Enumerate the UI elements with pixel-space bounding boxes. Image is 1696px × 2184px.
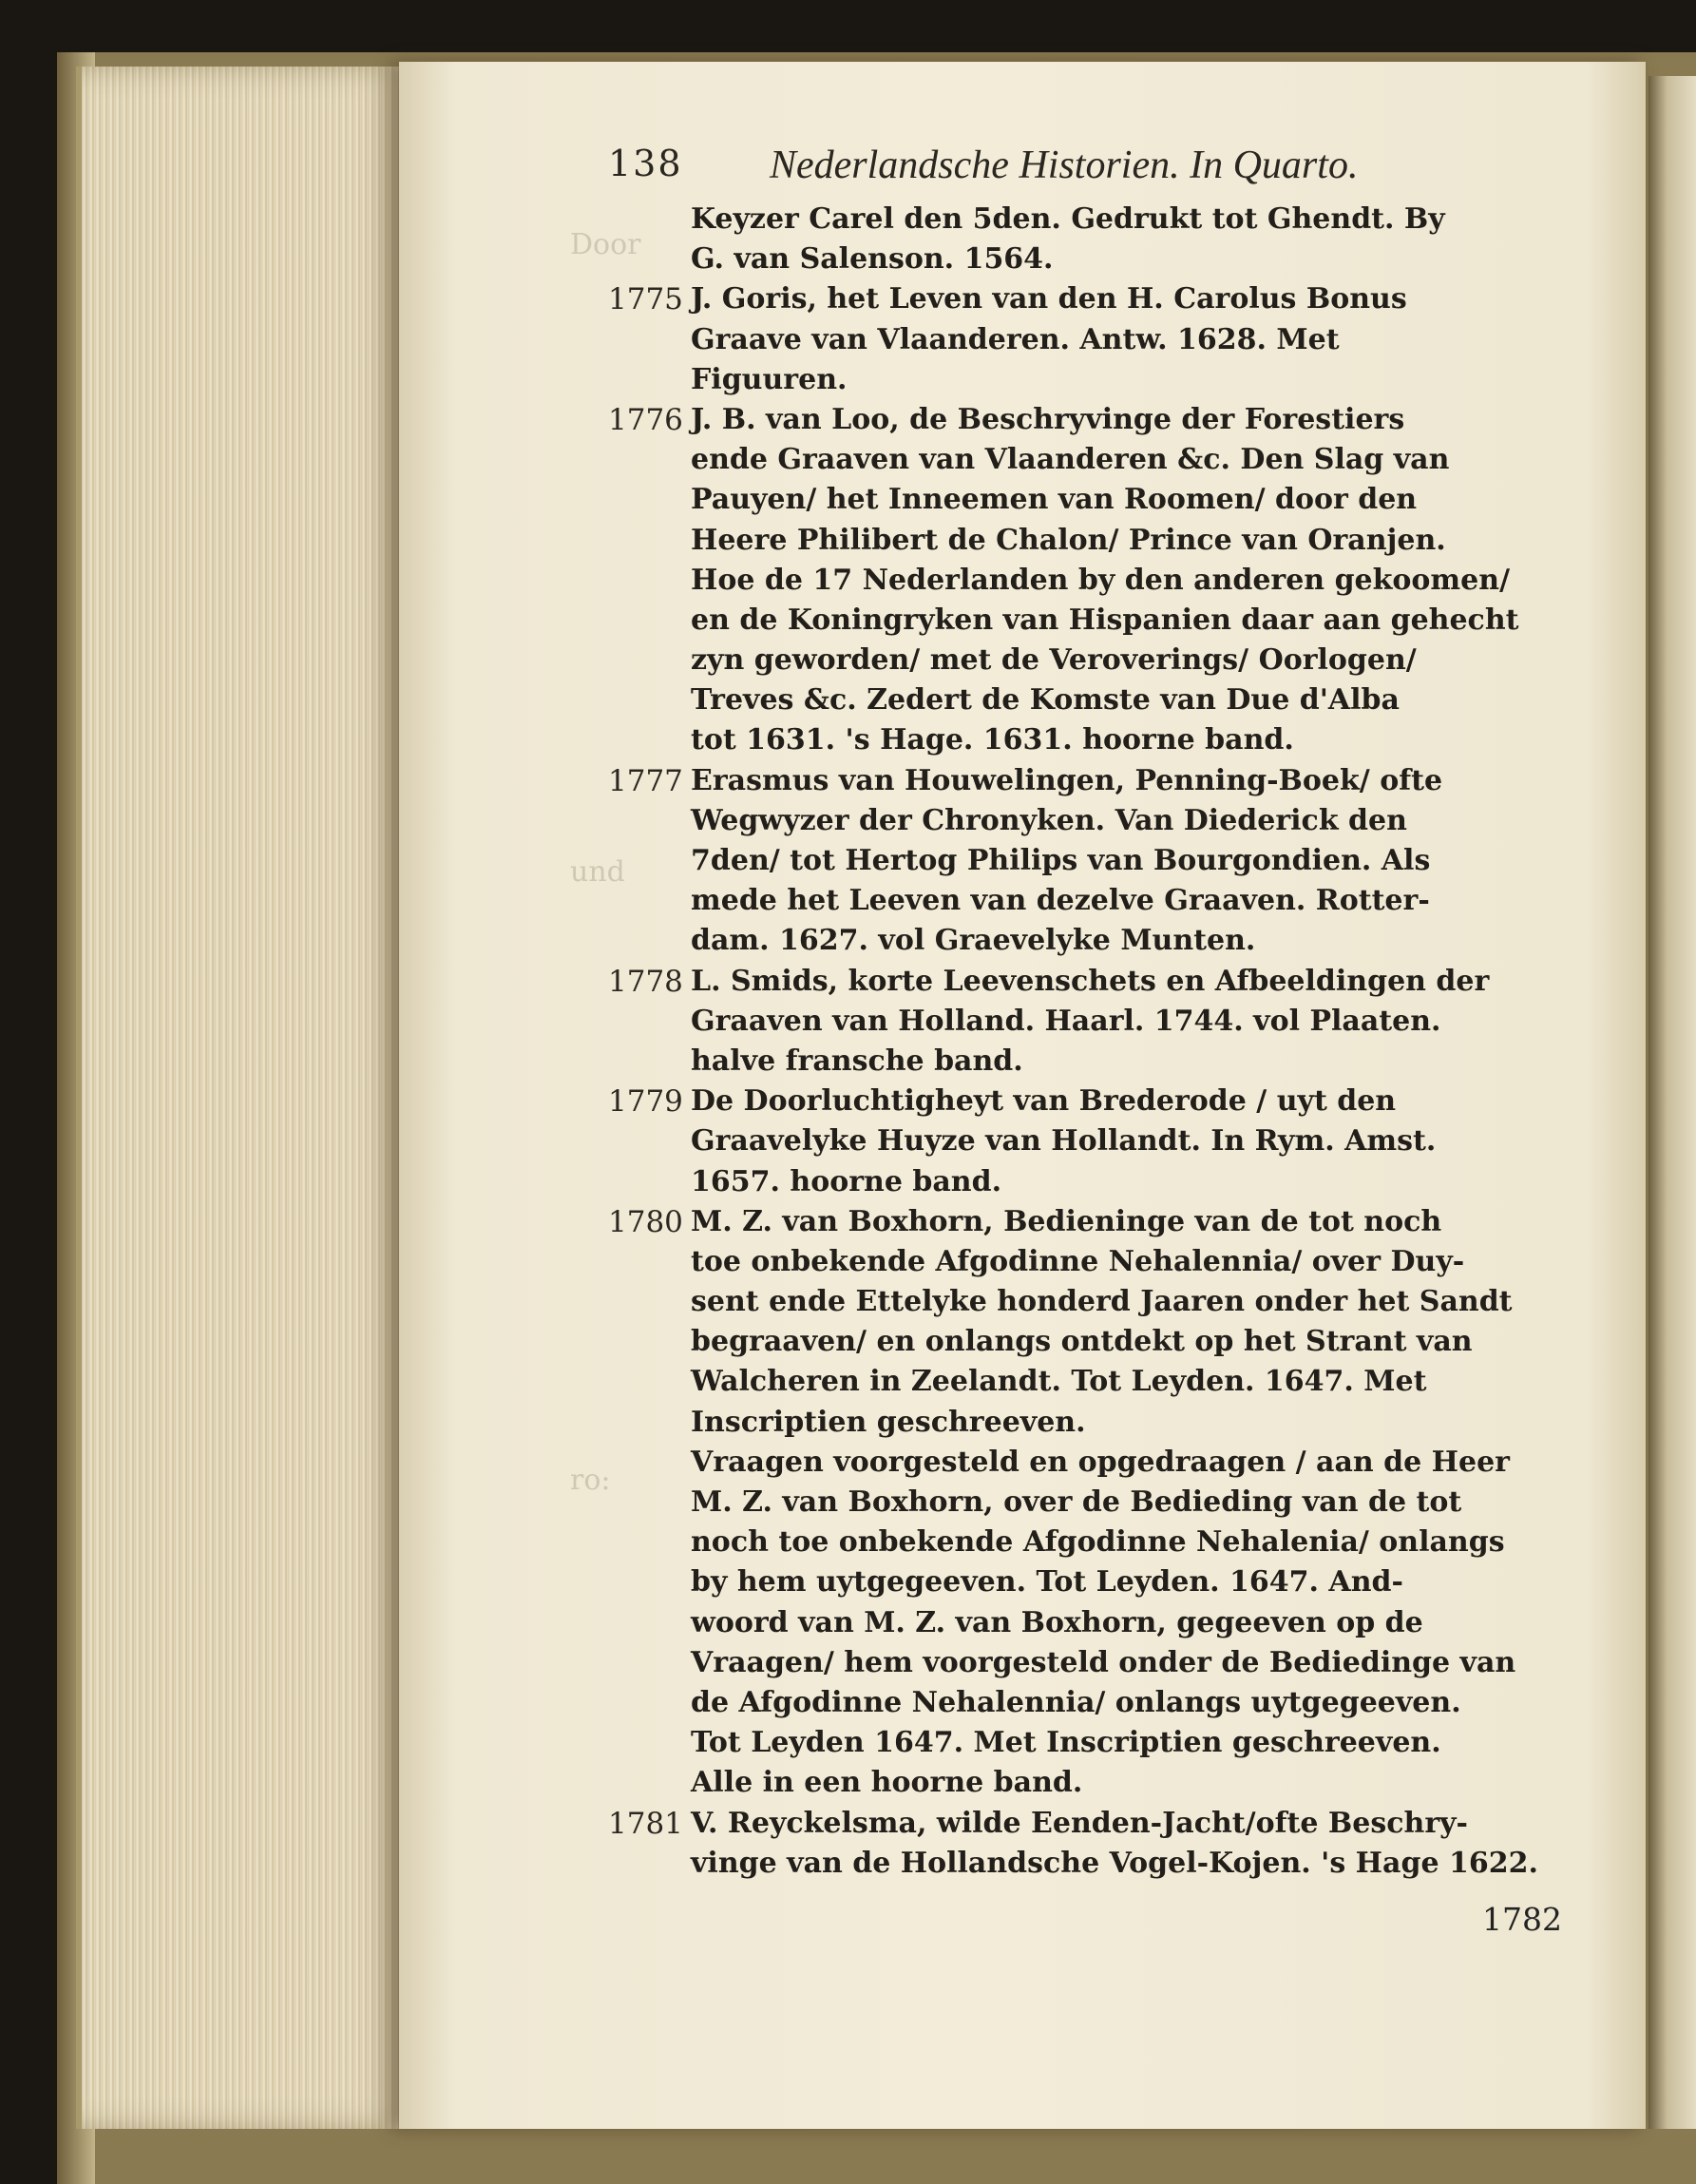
- text-line: [594, 1763, 1582, 1803]
- text-line: [594, 1483, 1582, 1523]
- entry-number: 1778: [608, 964, 683, 999]
- entry-text: J. Goris, het Leven van den H. Carolus Bonus: [691, 282, 1407, 316]
- text-line: [594, 1643, 1582, 1683]
- entry-text: Figuuren.: [691, 362, 848, 396]
- text-line: [594, 200, 1582, 239]
- entry-text: M. Z. van Boxhorn, over de Bedieding van de tot: [691, 1485, 1462, 1519]
- text-line: [594, 720, 1582, 760]
- entry-text: by hem uytgegeeven. Tot Leyden. 1647. And-: [691, 1565, 1403, 1600]
- text-line: [594, 1202, 1582, 1242]
- entry-text: toe onbekende Afgodinne Nehalennia/ over Duy-: [691, 1244, 1465, 1278]
- text-line: [594, 962, 1582, 1002]
- text-line: [594, 1683, 1582, 1723]
- entry-text: Treves &c. Zedert de Komste van Due d'Alba: [691, 683, 1400, 718]
- text-line: [594, 1443, 1582, 1483]
- text-line: [594, 881, 1582, 921]
- page-header: [608, 143, 1444, 190]
- entry-text: ende Graaven van Vlaanderen &c. Den Slag van: [691, 443, 1450, 477]
- entry-text: Graave van Vlaanderen. Antw. 1628. Met: [691, 322, 1340, 356]
- entry-text: M. Z. van Boxhorn, Bedieninge van de tot noch: [691, 1204, 1442, 1238]
- entry-text: J. B. van Loo, de Beschryvinge der Forestiers: [691, 402, 1405, 436]
- entry-text: Inscriptien geschreeven.: [691, 1405, 1086, 1439]
- entry-text: Pauyen/ het Inneemen van Roomen/ door den: [691, 483, 1418, 517]
- entry-text: V. Reyckelsma, wilde Eenden-Jacht/ofte Beschry-: [691, 1806, 1469, 1840]
- facing-page-edge: [1648, 76, 1696, 2129]
- entry-text: De Doorluchtigheyt van Brederode / uyt den: [691, 1084, 1397, 1119]
- entry-text: woord van M. Z. van Boxhorn, gegeeven op de: [691, 1605, 1423, 1639]
- entry-text: Vraagen voorgesteld en opgedraagen / aan de Heer: [691, 1445, 1510, 1479]
- text-line: [594, 1121, 1582, 1161]
- text-line: [594, 561, 1582, 601]
- entry-text: begraaven/ en onlangs ontdekt op het Strant van: [691, 1325, 1473, 1359]
- text-line: [594, 360, 1582, 400]
- entry-number: 1776: [608, 402, 683, 437]
- entry-text: Erasmus van Houwelingen, Penning-Boek/ ofte: [691, 763, 1443, 797]
- entry-text: Alle in een hoorne band.: [691, 1766, 1083, 1800]
- entry-text: halve fransche band.: [691, 1044, 1023, 1078]
- show-through-text: Door: [570, 228, 641, 261]
- text-line: [594, 1723, 1582, 1763]
- entry-text: de Afgodinne Nehalennia/ onlangs uytgegeeven.: [691, 1685, 1461, 1719]
- text-line: [594, 1844, 1582, 1884]
- text-line: [594, 239, 1582, 279]
- entry-text: Graavelyke Huyze van Hollandt. In Rym. Amst.: [691, 1124, 1437, 1159]
- entry-text: dam. 1627. vol Graevelyke Munten.: [691, 924, 1256, 958]
- text-line: [594, 521, 1582, 561]
- text-line: [594, 801, 1582, 841]
- entry-number: 1781: [608, 1806, 683, 1841]
- text-line: [594, 1162, 1582, 1202]
- text-line: [594, 1082, 1582, 1121]
- entry-text: mede het Leeven van dezelve Graaven. Rotter-: [691, 884, 1430, 918]
- entry-text: L. Smids, korte Leevenschets en Afbeeldingen der: [691, 964, 1490, 998]
- text-line: [594, 1282, 1582, 1322]
- entry-text: 7den/ tot Hertog Philips van Bourgondien. Als: [691, 844, 1431, 877]
- catchword: 1782: [1482, 1901, 1562, 1938]
- entry-text: en de Koningryken van Hispanien daar aan gehecht: [691, 603, 1519, 637]
- entry-number: 1780: [608, 1204, 683, 1239]
- catalogue-text: [594, 200, 1582, 1884]
- text-line: [594, 1603, 1582, 1643]
- text-line: [594, 921, 1582, 961]
- text-line: [594, 841, 1582, 881]
- text-line: [594, 1804, 1582, 1844]
- text-line: [594, 1322, 1582, 1362]
- text-line: [594, 480, 1582, 520]
- text-line: [594, 1002, 1582, 1042]
- entry-text: Keyzer Carel den 5den. Gedrukt tot Ghendt. By: [691, 202, 1445, 236]
- entry-text: Heere Philibert de Chalon/ Prince van Oranjen.: [691, 523, 1446, 557]
- entry-text: tot 1631. 's Hage. 1631. hoorne band.: [691, 723, 1294, 757]
- text-line: [594, 601, 1582, 641]
- entry-text: Walcheren in Zeelandt. Tot Leyden. 1647. Met: [691, 1365, 1427, 1399]
- text-line: [594, 1242, 1582, 1282]
- running-title: Nederlandsche Historien. In Quarto.: [770, 144, 1359, 187]
- text-line: [594, 440, 1582, 480]
- text-line: [594, 1523, 1582, 1562]
- text-line: [594, 641, 1582, 680]
- page-number: 138: [608, 143, 683, 184]
- text-line: [594, 279, 1582, 319]
- entry-text: 1657. hoorne band.: [691, 1164, 1002, 1198]
- text-line: [594, 1403, 1582, 1443]
- entry-text: Hoe de 17 Nederlanden by den anderen gekoomen/: [691, 563, 1511, 597]
- show-through-text: ro:: [570, 1464, 611, 1497]
- text-line: [594, 1562, 1582, 1602]
- text-line: [594, 761, 1582, 801]
- entry-text: sent ende Ettelyke honderd Jaaren onder het Sandt: [691, 1285, 1513, 1319]
- entry-text: Vraagen/ hem voorgesteld onder de Bediedinge van: [691, 1645, 1516, 1679]
- entry-number: 1775: [608, 282, 683, 317]
- text-line: [594, 1042, 1582, 1082]
- text-line: [594, 1362, 1582, 1402]
- text-line: [594, 680, 1582, 720]
- entry-number: 1779: [608, 1084, 683, 1120]
- entry-text: noch toe onbekende Afgodinne Nehalenia/ onlangs: [691, 1525, 1505, 1560]
- entry-text: vinge van de Hollandsche Vogel-Kojen. 's Hage 1622.: [691, 1846, 1538, 1880]
- entry-text: G. van Salenson. 1564.: [691, 242, 1054, 277]
- entry-text: zyn geworden/ met de Veroverings/ Oorlogen/: [691, 643, 1417, 678]
- stacked-page-edges: [76, 67, 405, 2129]
- entry-text: Graaven van Holland. Haarl. 1744. vol Plaaten.: [691, 1004, 1441, 1038]
- entry-number: 1777: [608, 763, 683, 798]
- text-line: [594, 320, 1582, 360]
- entry-text: Wegwyzer der Chronyken. Van Diederick den: [691, 803, 1407, 837]
- text-line: [594, 400, 1582, 440]
- show-through-text: und: [570, 855, 625, 889]
- entry-text: Tot Leyden 1647. Met Inscriptien geschreeven.: [691, 1726, 1441, 1760]
